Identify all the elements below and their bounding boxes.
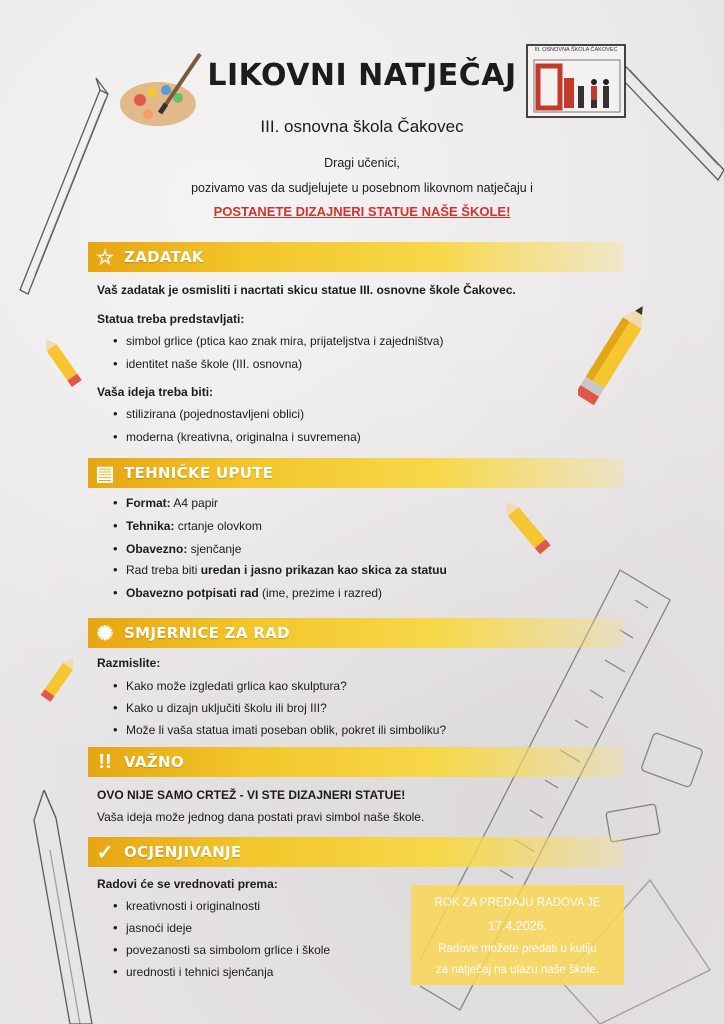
yellow-pencil-illustration [578, 305, 644, 410]
intro-greeting: Dragi učenici, [324, 156, 400, 170]
list-item: • Kako može izgledati grlica kao skulptura? [126, 679, 347, 693]
intro-highlight-wrap [0, 204, 724, 219]
ocjenjivanje-heading: OCJENJIVANJE [124, 843, 242, 861]
list-item: • Obavezno potpisati rad (ime, prezime i razred) [126, 586, 382, 600]
deadline-label: ROK ZA PREDAJU RADOVA JE [434, 897, 601, 909]
deadline-date: 17.4.2026. [487, 919, 548, 933]
school-logo-text: III. OSNOVNA ŠKOLA ČAKOVEC [534, 47, 618, 53]
sketch-pencil-bottom-left-illustration [30, 790, 110, 1024]
list-item: • kreativnosti i originalnosti [126, 899, 260, 913]
ocjenjivanje-banner [88, 837, 623, 867]
deadline-note2: za natječaj na ulazu naše škole. [435, 964, 600, 976]
zadatak-heading: ZADATAK [124, 248, 204, 266]
list-item: • moderna (kreativna, originalna i suvremena) [126, 430, 361, 444]
list-item: • urednosti i tehnici sjenčanja [126, 965, 273, 979]
list-item: • stilizirana (pojednostavljeni oblici) [126, 407, 304, 421]
upute-heading: TEHNIČKE UPUTE [124, 464, 274, 482]
list-item: • simbol grlice (ptica kao znak mira, prijateljstva i zajedništva) [126, 334, 443, 348]
smjernice-banner [88, 618, 623, 648]
intro-highlight: POSTANETE DIZAJNERI STATUE NAŠE ŠKOLE! [213, 204, 511, 219]
vazno-banner [88, 747, 623, 777]
small-pencil-left-illustration [40, 335, 90, 395]
deadline-box [411, 885, 624, 985]
lightbulb-icon: ✺ [96, 622, 114, 645]
vazno-heading: VAŽNO [124, 753, 184, 771]
represent-label: Statua treba predstavljati: [97, 312, 245, 326]
list-item: • Obavezno: sjenčanje [126, 542, 241, 556]
small-pencil-bottom-illustration [35, 655, 80, 710]
school-name: III. osnovna škola Čakovec [260, 117, 464, 136]
list-item: • Kako u dizajn uključiti školu ili broj III? [126, 701, 327, 715]
list-item: • Format: A4 papir [126, 496, 218, 510]
smjernice-label: Razmislite: [97, 656, 161, 670]
exclamation-icon: !! [98, 750, 112, 773]
idea-label: Vaša ideja treba biti: [97, 385, 214, 399]
small-pencil-middle-illustration [500, 495, 560, 565]
zadatak-lead: Vaš zadatak je osmisliti i nacrtati skicu statue III. osnovne škole Čakovec. [97, 283, 516, 297]
vazno-line1: OVO NIJE SAMO CRTEŽ - VI STE DIZAJNERI STATUE! [97, 788, 406, 802]
upute-banner [88, 458, 623, 488]
page-title: LIKOVNI NATJEČAJ [207, 58, 517, 93]
deadline-note1: Radove možete predati u kutiju [438, 943, 597, 955]
smjernice-heading: SMJERNICE ZA RAD [124, 624, 290, 642]
checkmark-icon: ✓ [96, 841, 114, 864]
list-item: • identitet naše škole (III. osnovna) [126, 357, 302, 371]
list-item: • Može li vaša statua imati poseban oblik, pokret ili simboliku? [126, 723, 446, 737]
star-icon: ☆ [96, 246, 114, 269]
intro-line: pozivamo vas da sudjelujete u posebnom likovnom natječaju i [191, 181, 533, 195]
vazno-line2: Vaša ideja može jednog dana postati pravi simbol naše škole. [97, 810, 425, 824]
document-icon: ▤ [95, 462, 115, 485]
list-item: • Rad treba biti uredan i jasno prikazan kao skica za statuu [126, 563, 447, 577]
zadatak-banner [88, 242, 623, 272]
list-item: • jasnoći ideje [126, 921, 192, 935]
list-item: • povezanosti sa simbolom grlice i škole [126, 943, 330, 957]
ocjenjivanje-label: Radovi će se vrednovati prema: [97, 877, 278, 891]
list-item: • Tehnika: crtanje olovkom [126, 519, 262, 533]
